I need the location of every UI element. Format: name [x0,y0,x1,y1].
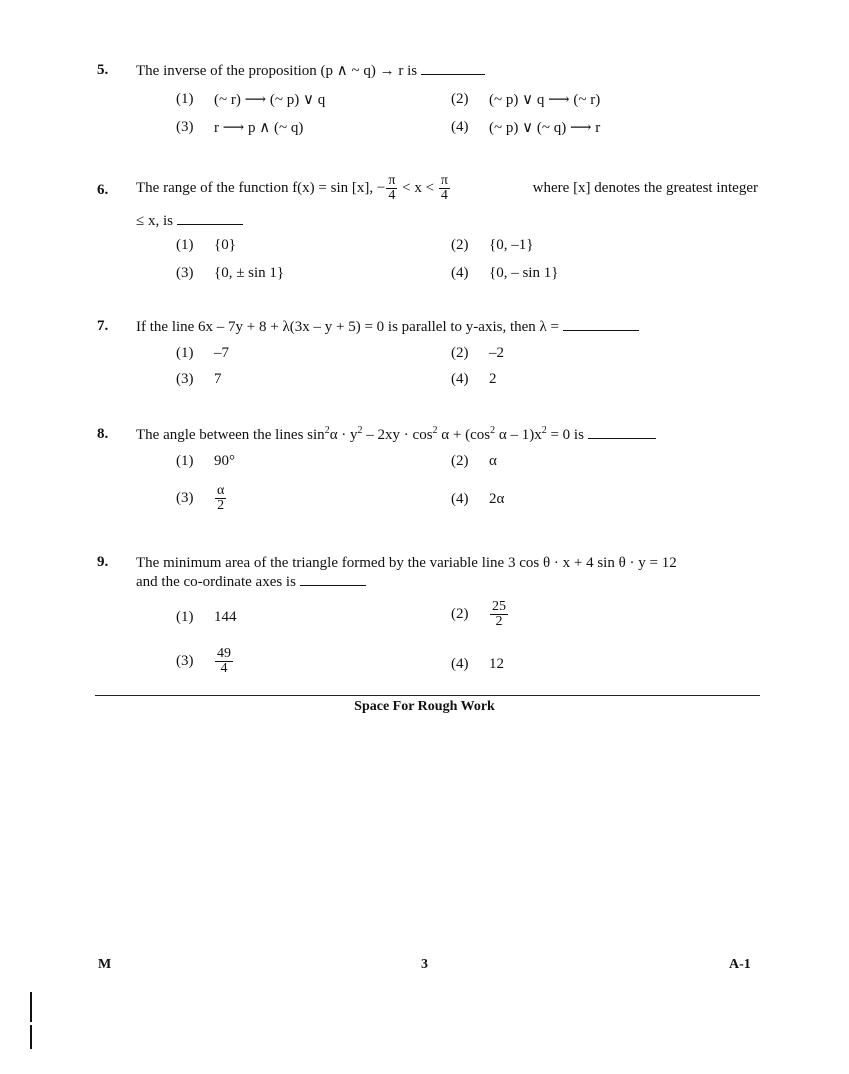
option-value: 2α [489,491,505,507]
option-label: (4) [451,656,469,672]
fraction [490,600,508,629]
option-value: r ⟶ p ∧ (~ q) [214,120,304,136]
option-value: {0, –1} [489,237,534,253]
question-text [136,174,758,203]
question-5-text: The inverse of the proposition (p ∧ ~ q) → r is [136,63,418,79]
question-text: The minimum area of the triangle formed by the variable line 3 cos θ · x + 4 sin θ · y = 12 [136,555,677,571]
option-7-2[interactable] [451,345,504,362]
option-label: (2) [451,606,469,622]
option-label: (1) [176,91,194,107]
option-label: (4) [451,491,469,507]
fraction-denominator: 2 [217,498,225,513]
option-label: (4) [451,371,469,387]
superscript: 2 [324,425,330,436]
fraction [215,484,226,513]
fraction-numerator: α [217,483,225,498]
option-value: (~ p) ∨ (~ q) ⟶ r [489,120,601,136]
footer-left: M [98,957,112,972]
footer-right: A-1 [729,957,751,972]
option-value: {0, – sin 1} [489,265,559,281]
option-value: 90° [214,453,235,469]
superscript: 2 [541,425,547,436]
option-9-3[interactable] [176,647,234,676]
rough-work-label: Space For Rough Work [354,699,495,714]
text-part: The range of the function f(x) = sin [x], − [136,179,386,196]
option-7-1[interactable] [176,345,229,362]
option-5-1[interactable] [176,90,325,109]
fraction [439,174,450,203]
text-part: < x < [402,179,435,196]
question-6-text [136,174,451,203]
text-part: α + (cos [437,427,491,443]
option-value: (~ r) ⟶ (~ p) ∨ q [214,92,326,108]
superscript: 2 [357,425,363,436]
option-label: (3) [176,119,194,135]
text-part: ≤ x, is [136,213,173,229]
option-8-2[interactable] [451,453,497,470]
question-text [136,318,639,337]
option-7-3[interactable] [176,371,222,388]
answer-blank [300,583,366,586]
option-label: (1) [176,345,194,361]
question-text [136,62,485,81]
option-9-2[interactable] [451,600,509,629]
answer-blank [563,328,639,331]
option-value: 2 [489,371,497,387]
option-8-4[interactable] [451,491,504,508]
text-part: = 0 is [546,427,584,443]
question-number: 8. [97,426,109,442]
option-value: {0, ± sin 1} [214,265,285,281]
question-number: 7. [97,318,109,334]
option-6-3[interactable] [176,265,284,282]
option-5-2[interactable] [451,90,600,109]
option-label: (2) [451,237,469,253]
page-number: 3 [421,957,428,972]
fraction-numerator: π [388,173,396,188]
fraction-numerator: 25 [492,599,506,614]
option-label: (1) [176,237,194,253]
text-part: α – 1)x [495,427,542,443]
fraction-denominator: 4 [220,661,228,676]
option-label: (4) [451,265,469,281]
option-value: 7 [214,371,222,387]
fraction [386,174,397,203]
option-label: (1) [176,453,194,469]
fraction-numerator: 49 [217,646,231,661]
fraction-numerator: π [440,173,448,188]
question-text-line2 [136,573,366,592]
binder-mark [30,992,32,1022]
option-label: (3) [176,265,194,281]
answer-blank [177,222,243,225]
option-label: (2) [451,453,469,469]
question-8-text [136,427,584,443]
fraction-denominator: 2 [495,614,503,629]
superscript: 2 [490,425,496,436]
option-value: –2 [489,345,504,361]
option-6-2[interactable] [451,237,533,254]
option-label: (2) [451,91,469,107]
text-part: The angle between the lines sin [136,427,325,443]
option-7-4[interactable] [451,371,497,388]
option-9-1[interactable] [176,609,237,626]
text-part: – 2xy · cos [362,427,433,443]
option-9-4[interactable] [451,656,504,673]
option-label: (3) [176,490,194,506]
question-text-line2 [136,212,243,231]
binder-mark [30,1025,32,1049]
option-5-4[interactable] [451,118,600,137]
text-part: where [x] denotes the greatest integer [532,180,758,196]
option-6-4[interactable] [451,265,558,282]
fraction-denominator: 4 [388,188,396,203]
option-value: α [489,453,497,469]
option-value: 144 [214,609,237,625]
option-value: –7 [214,345,229,361]
option-value: (~ p) ∨ q ⟶ (~ r) [489,92,601,108]
answer-blank [588,436,656,439]
option-label: (3) [176,371,194,387]
fraction [215,647,233,676]
option-8-3[interactable] [176,484,227,513]
option-6-1[interactable] [176,237,236,254]
question-7-text: If the line 6x – 7y + 8 + λ(3x – y + 5) = 0 is parallel to y-axis, then λ = [136,319,560,335]
option-5-3[interactable] [176,118,303,137]
option-8-1[interactable] [176,453,235,470]
option-label: (1) [176,609,194,625]
rough-work-divider [95,695,760,696]
option-label: (3) [176,653,194,669]
option-label: (4) [451,119,469,135]
question-number: 9. [97,554,109,570]
option-value: 12 [489,656,504,672]
answer-blank [421,72,485,75]
question-number: 6. [97,182,109,198]
superscript: 2 [432,425,438,436]
option-value: {0} [214,237,236,253]
fraction-denominator: 4 [440,188,448,203]
option-label: (2) [451,345,469,361]
question-number: 5. [97,62,109,78]
question-text [136,426,656,445]
text-part: and the co-ordinate axes is [136,574,296,590]
text-part: α · y [329,427,358,443]
